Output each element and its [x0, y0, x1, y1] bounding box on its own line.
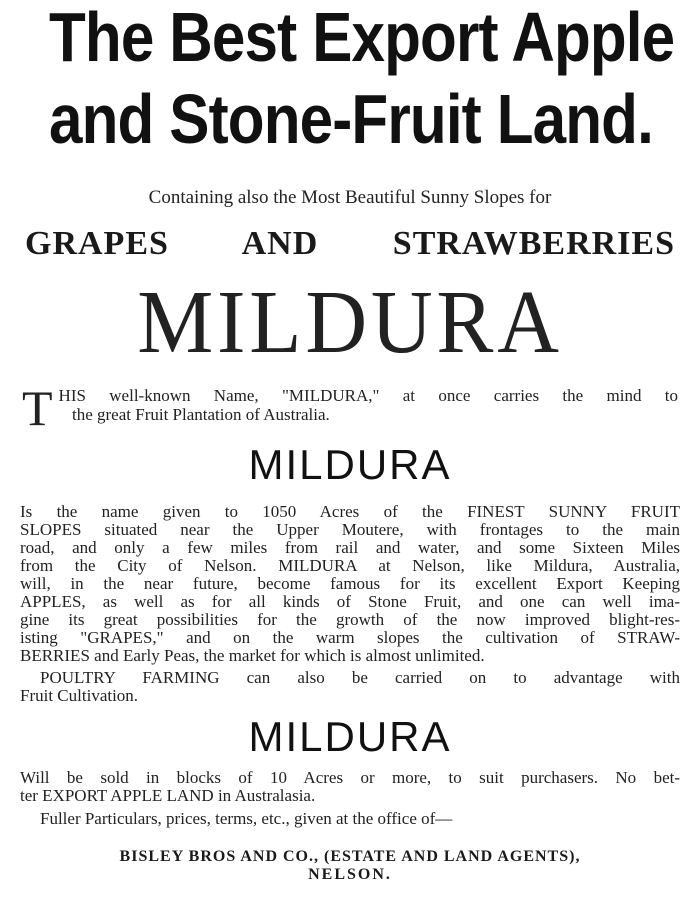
section-title-mildura: MILDURA — [248, 713, 452, 760]
agents-town: NELSON. — [308, 866, 392, 883]
section-title-mildura: MILDURA — [248, 441, 452, 488]
paragraph-line: from the City of Nelson. MILDURA at Nelson, like Mildura, Australia, — [20, 556, 680, 575]
paragraph-line: road, and only a few miles from rail and water, and some Sixteen Miles — [20, 538, 680, 557]
paragraph-line: will, in the near future, become famous for its excellent Export Keeping — [20, 574, 680, 593]
intro-paragraph — [22, 380, 678, 436]
paragraph-line: SLOPES situated near the Upper Moutere, with frontages to the main — [20, 520, 680, 539]
intro-line: HIS well-known Name, "MILDURA," at once carries the mind to — [58, 386, 678, 405]
intro-line: the great Fruit Plantation of Australia. — [72, 405, 330, 424]
paragraph-line: APPLES, as well as for all kinds of Stone Fruit, and one can well ima- — [20, 592, 680, 611]
paragraph-line: gine its great possibilities for the growth of the now improved blight-res- — [20, 610, 680, 629]
paragraph-line: POULTRY FARMING can also be carried on to advantage with — [40, 668, 680, 687]
paragraph-line: BERRIES and Early Peas, the market for which is almost unlimited. — [20, 646, 485, 665]
paragraph-line: Fruit Cultivation. — [20, 686, 139, 705]
paragraph-line: Will be sold in blocks of 10 Acres or more, to suit purchasers. No bet- — [20, 768, 680, 787]
subheading: Containing also the Most Beautiful Sunny Slopes for — [148, 187, 552, 208]
grapes-strawberries-line: GRAPES AND STRAWBERRIES — [25, 225, 675, 262]
title-mildura: MILDURA — [137, 273, 563, 372]
drop-cap: T — [22, 380, 53, 436]
headline-line-1: The Best Export Apple — [49, 0, 675, 76]
paragraph-line: isting "GRAPES," and on the warm slopes the cultivation of STRAW- — [20, 628, 680, 647]
paragraph-line: Is the name given to 1050 Acres of the FINEST SUNNY FRUIT — [20, 502, 680, 521]
headline-line-2: and Stone-Fruit Land. — [49, 80, 653, 158]
agents-name: BISLEY BROS AND CO., (ESTATE AND LAND AGENTS), — [119, 848, 581, 865]
paragraph-line: ter EXPORT APPLE LAND in Australasia. — [20, 786, 316, 805]
particulars-line: Fuller Particulars, prices, terms, etc., given at the office of— — [40, 809, 453, 828]
